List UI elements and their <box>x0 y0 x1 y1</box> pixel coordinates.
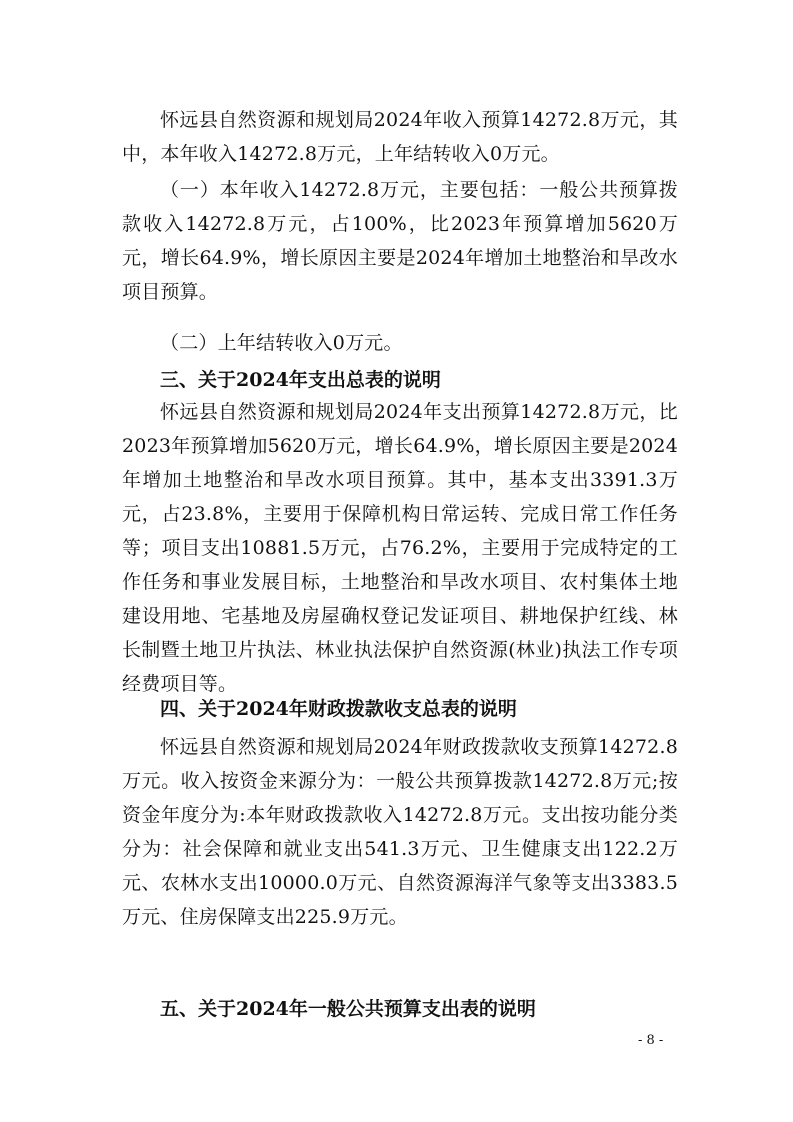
paragraph-fiscal-total: 怀远县自然资源和规划局2024年财政拨款收支预算14272.8万元。收入按资金来源分为：一般公共预算拨款14272.8万元;按资金年度分为:本年财政拨款收入14272.8万元。支出按功能分类分为：社会保障和就业支出541.3万元、卫生健康支出122.2万元、农林水支出10000.0万元、自然资源海洋气象等支出3383.5万元、住房保障支出225.9万元。 <box>122 736 678 928</box>
paragraph-income-total: 怀远县自然资源和规划局2024年收入预算14272.8万元，其中，本年收入14272.8万元，上年结转收入0万元。 <box>122 109 678 165</box>
paragraph-income-current: （一）本年收入14272.8万元，主要包括：一般公共预算拨款收入14272.8万元，占100%，比2023年预算增加5620万元，增长64.9%，增长原因主要是2024年增加土地整治和旱改水项目预算。 <box>122 179 678 303</box>
paragraph-expense-total: 怀远县自然资源和规划局2024年支出预算14272.8万元，比2023年预算增加5620万元，增长64.9%，增长原因主要是2024年增加土地整治和旱改水项目预算。其中，基本支出3391.3万元，占23.8%，主要用于保障机构日常运转、完成日常工作任务等；项目支出10881.5万元，占76.2%，主要用于完成特定的工作任务和事业发展目标，土地整治和旱改水项目、农村集体土地建设用地、宅基地及房屋确权登记发证项目、耕地保护红线、林长制暨土地卫片执法、林业执法保护自然资源(林业)执法工作专项经费项目等。 <box>122 401 678 695</box>
page-number: - 8 - <box>638 1033 664 1048</box>
section-heading-expense-summary: 三、关于2024年支出总表的说明 <box>160 369 441 391</box>
section-heading-fiscal-summary: 四、关于2024年财政拨款收支总表的说明 <box>160 698 517 720</box>
section-heading-general-budget: 五、关于2024年一般公共预算支出表的说明 <box>160 998 536 1020</box>
paragraph-income-carryover: （二）上年结转收入0万元。 <box>160 332 403 354</box>
